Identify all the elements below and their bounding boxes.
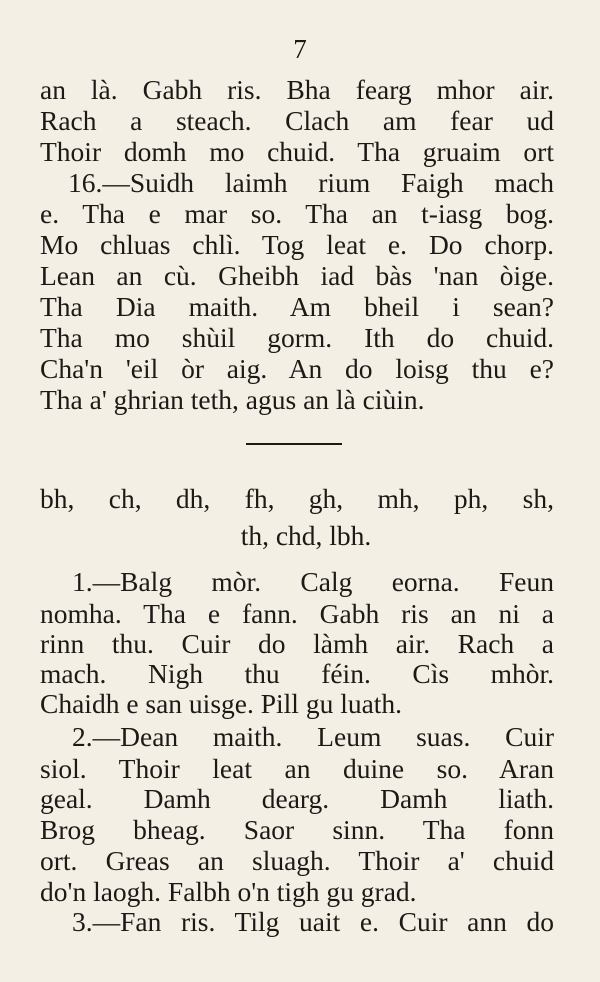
text-line: Tha a' ghrian teth, agus an là ciùin. — [40, 384, 425, 415]
text-line: Chaidh e san uisge. Pill gu luath. — [40, 688, 403, 719]
text-line: mach. Nigh thu féin. Cìs mhòr. — [40, 658, 554, 689]
text-line: ort. Greas an sluagh. Thoir a' chuid — [40, 845, 554, 876]
text-line: Thoir domh mo chuid. Tha gruaim ort — [40, 136, 554, 167]
text-line: do'n laogh. Falbh o'n tigh gu grad. — [40, 876, 417, 907]
text-line: geal. Damh dearg. Damh liath. — [40, 783, 554, 814]
text-line: Cha'n 'eil òr aig. An do loisg thu e? — [40, 353, 554, 384]
text-line: Mo chluas chlì. Tog leat e. Do chorp. — [40, 229, 554, 260]
text-line: Tha mo shùil gorm. Ith do chuid. — [40, 322, 554, 353]
text-line: e. Tha e mar so. Tha an t-iasg bog. — [40, 198, 554, 229]
text-line: nomha. Tha e fann. Gabh ris an ni a — [40, 598, 554, 629]
text-line: Lean an cù. Gheibh iad bàs 'nan òige. — [40, 260, 554, 291]
digraph-line: th, chd, lbh. — [240, 520, 372, 551]
text-line: rinn thu. Cuir do làmh air. Rach a — [40, 628, 554, 659]
text-line: 3.—Fan ris. Tilg uait e. Cuir ann do — [72, 906, 554, 937]
text-line: Tha Dia maith. Am bheil i sean? — [40, 291, 554, 322]
text-line: siol. Thoir leat an duine so. Aran — [40, 753, 554, 784]
section-divider — [246, 443, 342, 445]
text-line: 16.—Suidh laimh rium Faigh mach — [68, 167, 554, 198]
text-line: Rach a steach. Clach am fear ud — [40, 105, 554, 136]
text-line: an là. Gabh ris. Bha fearg mhor air. — [40, 74, 554, 105]
page-number: 7 — [293, 34, 307, 64]
text-line: 1.—Balg mòr. Calg eorna. Feun — [72, 566, 554, 597]
text-line: Brog bheag. Saor sinn. Tha fonn — [40, 814, 554, 845]
text-line: 2.—Dean maith. Leum suas. Cuir — [72, 721, 554, 752]
digraph-line: bh, ch, dh, fh, gh, mh, ph, sh, — [40, 483, 554, 514]
